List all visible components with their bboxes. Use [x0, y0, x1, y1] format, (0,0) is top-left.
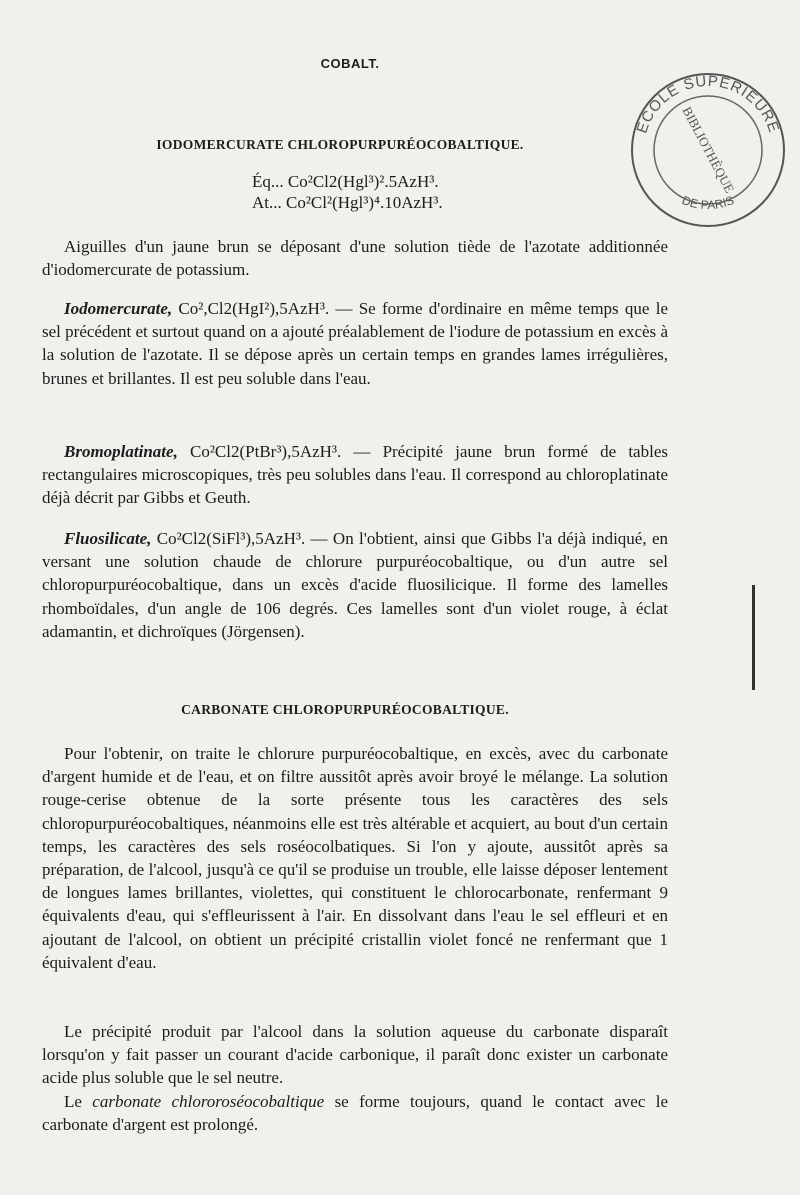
svg-text:ÉCOLE SUPÉRIEURE: [633, 73, 782, 136]
paragraph-carbonate-acid: Le précipité produit par l'alcool dans la solution aqueuse du carbonate disparaît lorsqu'on y fait passer un courant d'acide carbonique, il paraît donc exister un carbonate acide plus soluble que le sel neutre.: [42, 1022, 668, 1088]
paragraph-bromoplatinate: [42, 440, 668, 510]
lead-chlororoseo: carbonate chlororoséocobaltique: [92, 1092, 325, 1111]
paragraph-fluosilicate: [42, 527, 668, 643]
paragraph-iodomercurate-description: Aiguilles d'un jaune brun se déposant d'une solution tiède de l'azotate additionnée d'iodomercurate de potassium.: [42, 237, 668, 280]
text-iodomercurate: Co²,Cl2(HgI²),5AzH³. — Se forme d'ordinaire en même temps que le sel précédent et surtout quand on a ajouté préalablement de l'iodure de potassium en excès à la solution de l'azotate. Il se dépose après un certain temps en grandes lames irrégulières, brunes et brillantes. Il est peu soluble dans l'eau.: [42, 299, 668, 388]
text-bromoplatinate: Co²Cl2(PtBr³),5AzH³. — Précipité jaune brun formé de tables rectangulaires microscopiques, très peu solubles dans l'eau. Il correspond au chloroplatinate déjà décrit par Gibbs et Geuth.: [42, 442, 668, 508]
lead-iodomercurate: Iodomercurate,: [64, 299, 173, 318]
lead-bromoplatinate: Bromoplatinate,: [64, 442, 178, 461]
paragraph-carbonate-preparation: Pour l'obtenir, on traite le chlorure purpuréocobaltique, en excès, avec du carbonate d'argent humide et de l'eau, et on filtre aussitôt après avoir broyé le mélange. La solution rouge-cerise obtenue de la sorte présente tous les caractères des sels chloropurpuréocobaltiques, néanmoins elle est très altérable et acquiert, au bout d'un certain temps, les caractères des sels roséocolbatiques. Si l'on y ajoute, aussitôt après sa préparation, de l'alcool, jusqu'à ce qu'il se produise un trouble, elle laisse déposer lentement de longues lames brillantes, violettes, qui constituent le chlorocarbonate, renfermant 9 équivalents d'eau, qui s'effleurissent à l'air. En dissolvant dans l'eau le sel effleuri et en ajoutant de l'alcool, on obtient un précipité cristallin violet foncé ne renfermant que 1 équivalent d'eau.: [42, 744, 668, 972]
text-fluosilicate: Co²Cl2(SiFl³),5AzH³. — On l'obtient, ainsi que Gibbs l'a déjà indiqué, en versant une solution chaude de chlorure purpuréocobaltique, ou d'un autre sel chloropurpuréocobaltique, dans un excès d'acide fluosilicique. Il forme des lamelles rhomboïdales, d'un angle de 106 degrés. Ces lamelles sont d'un violet rouge, à éclat adamantin, et dichroïques (Jörgensen).: [42, 529, 668, 641]
paragraph-chlororoseo: [42, 1090, 668, 1136]
text-chlororoseo-post: se forme toujours, quand le contact avec le carbonate d'argent est prolongé.: [42, 1092, 668, 1135]
text-chlororoseo-pre: Le: [64, 1092, 93, 1111]
formula-atomic: At... Co²Cl²(Hgl³)⁴.10AzH³.: [252, 193, 443, 212]
stamp-middle-text: BIBLIOTHÈQUE: [679, 104, 738, 196]
running-head: COBALT.: [320, 56, 380, 71]
stamp-top-text: ÉCOLE SUPÉRIEURE: [633, 72, 783, 136]
formula-equivalent: Éq... Co²Cl2(Hgl³)².5AzH³.: [252, 172, 439, 191]
lead-fluosilicate: Fluosilicate,: [64, 529, 152, 548]
library-stamp: [622, 58, 792, 230]
section-title-carbonate: CARBONATE CHLOROPURPURÉOCOBALTIQUE.: [181, 702, 509, 717]
paragraph-iodomercurate: [42, 297, 668, 390]
svg-text:DE PARIS: [680, 193, 736, 212]
stamp-bottom-text: DE PARIS: [680, 193, 736, 213]
margin-mark: [752, 585, 755, 690]
section-title-iodomercurate: IODOMERCURATE CHLOROPURPURÉOCOBALTIQUE.: [156, 137, 524, 152]
